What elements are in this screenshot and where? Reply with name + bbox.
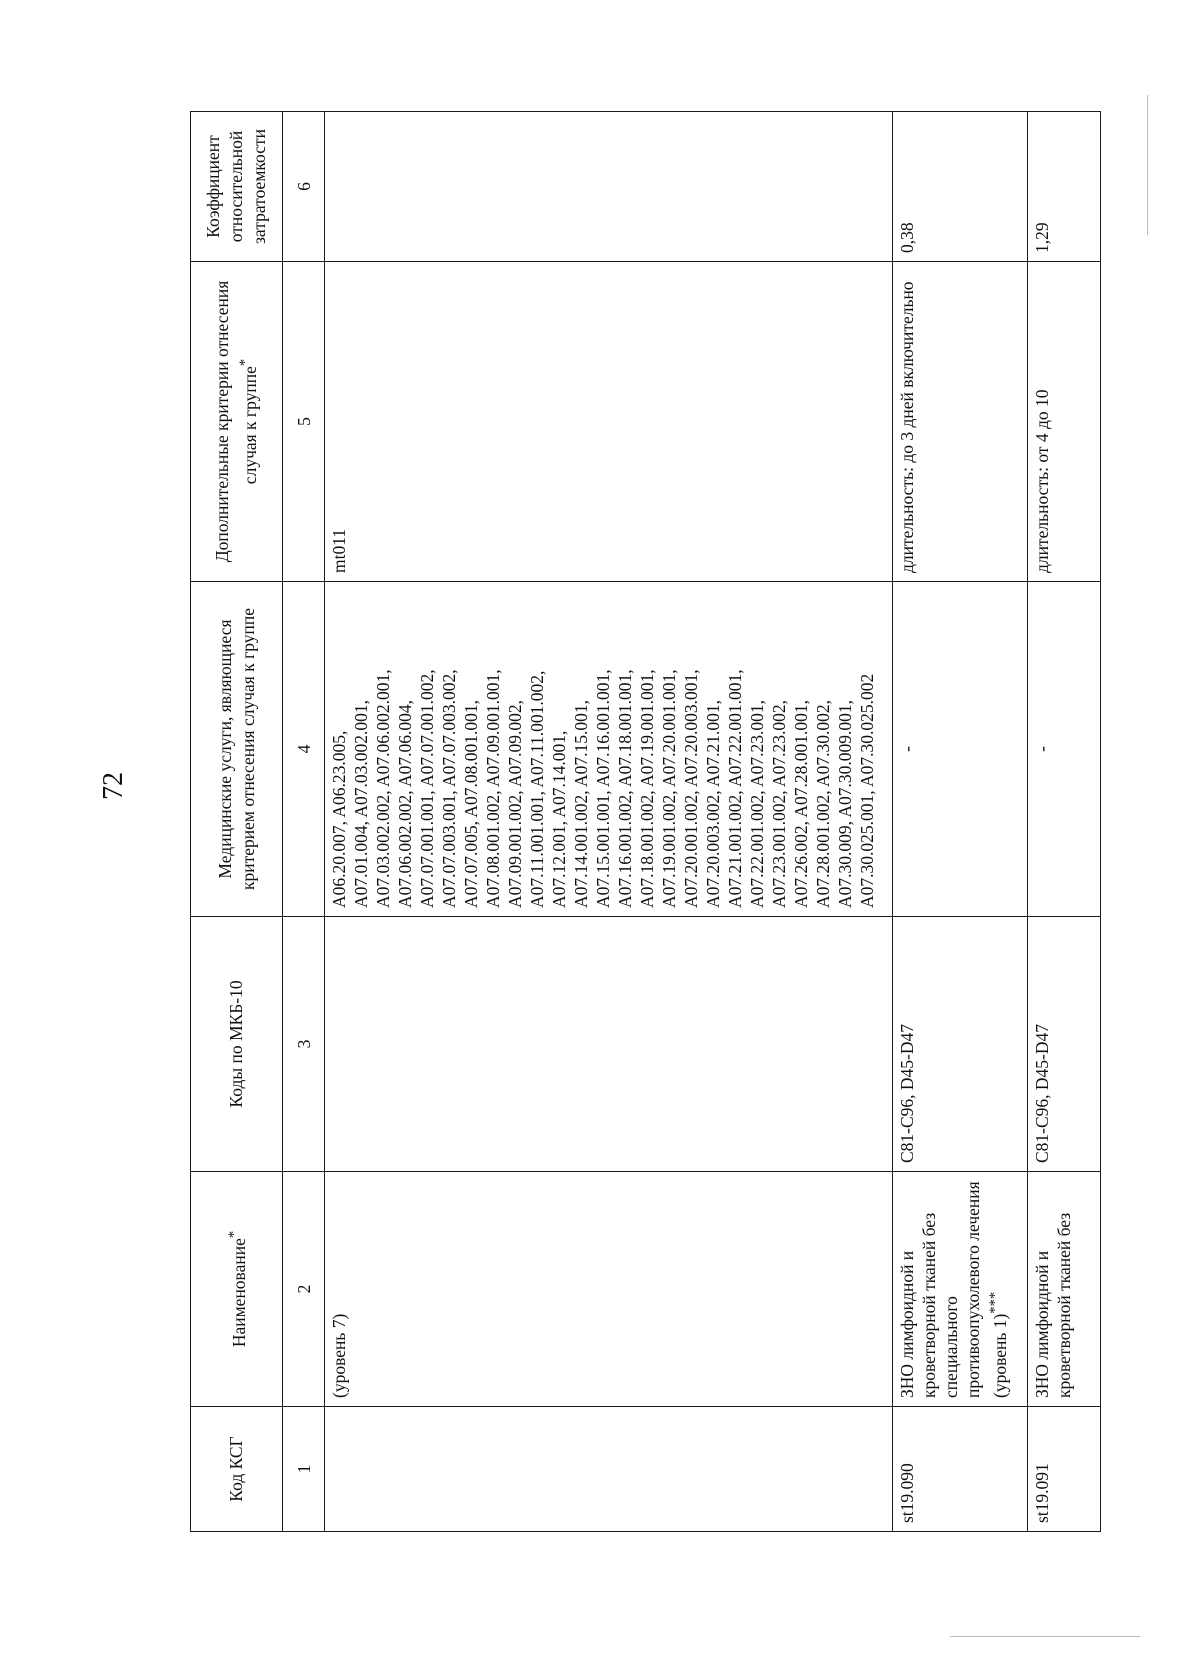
table-header-row: [191, 112, 283, 1532]
column-number: 1: [283, 1407, 325, 1532]
cell-code: st19.090: [893, 1407, 1028, 1532]
header-mkb: Коды по МКБ-10: [191, 917, 283, 1172]
cell-services: -: [1028, 582, 1101, 917]
service-codes-line: A07.12.001, A07.14.001,: [549, 730, 569, 908]
scan-margin-line: [950, 1636, 1140, 1637]
header-criteria: [191, 262, 283, 582]
cell-name: ЗНО лимфоидной и кроветворной тканей без: [1028, 1172, 1101, 1407]
header-name: [191, 1172, 283, 1407]
cell-criteria: mt011: [325, 262, 893, 582]
cell-coef: 1,29: [1028, 112, 1101, 262]
service-codes-line: A07.21.001.002, A07.22.001.001,: [725, 669, 745, 908]
column-number-row: [283, 112, 325, 1532]
service-codes-line: A07.30.009, A07.30.009.001,: [835, 699, 855, 908]
cell-mkb: C81-C96, D45-D47: [1028, 917, 1101, 1172]
column-number: 3: [283, 917, 325, 1172]
header-criteria-text: Дополнительные критерии отнесения случая к группе: [212, 280, 260, 563]
cell-coef: [325, 112, 893, 262]
service-codes-line: A07.15.001.001, A07.16.001.001,: [593, 669, 613, 908]
service-codes-line: A07.08.001.002, A07.09.001.001,: [483, 669, 503, 908]
page-number: 72: [98, 772, 129, 800]
service-codes-line: A07.16.001.002, A07.18.001.001,: [615, 669, 635, 908]
header-coef: Коэффициент относительной затратоемкости: [191, 112, 283, 262]
service-codes-line: A07.07.003.001, A07.07.003.002,: [439, 669, 459, 908]
service-codes-line: A07.26.002, A07.28.001.001,: [791, 699, 811, 908]
service-codes-line: A07.20.003.002, A07.21.001,: [703, 699, 723, 908]
footnote-mark: ***: [987, 1291, 1003, 1314]
service-codes-line: A06.20.007, A06.23.005,: [329, 730, 349, 908]
table-row: [325, 112, 893, 1532]
service-codes-line: A07.06.002.002, A07.06.004,: [395, 699, 415, 908]
service-codes-line: A07.30.025.001, A07.30.025.002: [857, 673, 877, 908]
service-codes-line: A07.14.001.002, A07.15.001,: [571, 699, 591, 908]
service-codes-line: A07.01.004, A07.03.002.001,: [351, 699, 371, 908]
service-codes-line: A07.11.001.001, A07.11.001.002,: [527, 670, 547, 908]
service-codes-line: A07.03.002.002, A07.06.002.001,: [373, 669, 393, 908]
cell-services: [325, 582, 893, 917]
header-criteria-footnote-mark: *: [237, 358, 254, 367]
header-services: Медицинские услуги, являющиеся критерием отнесения случая к группе: [191, 582, 283, 917]
cell-code: [325, 1407, 893, 1532]
table-row: [1028, 112, 1101, 1532]
header-code: Код КСГ: [191, 1407, 283, 1532]
cell-name-text: ЗНО лимфоидной и кроветворной тканей без специального противоопухолевого лечения (уровень 1): [897, 1181, 1010, 1398]
header-name-footnote-mark: *: [225, 1230, 242, 1239]
header-name-text: Наименование: [228, 1238, 249, 1348]
cell-mkb: [325, 917, 893, 1172]
column-number: 2: [283, 1172, 325, 1407]
cell-criteria: длительность: от 4 до 10: [1028, 262, 1101, 582]
cell-name: (уровень 7): [325, 1172, 893, 1407]
cell-criteria: длительность: до 3 дней включительно: [893, 262, 1028, 582]
column-number: 4: [283, 582, 325, 917]
service-codes-line: A07.22.001.002, A07.23.001,: [747, 699, 767, 908]
table-row: [893, 112, 1028, 1532]
rotated-table-container: [190, 112, 1100, 1532]
service-codes-line: A07.09.001.002, A07.09.002,: [505, 699, 525, 908]
service-codes-line: A07.07.005, A07.08.001.001,: [461, 699, 481, 908]
scan-margin-line: [1147, 95, 1148, 235]
service-codes-line: A07.07.001.001, A07.07.001.002,: [417, 669, 437, 908]
column-number: 5: [283, 262, 325, 582]
cell-services: -: [893, 582, 1028, 917]
service-codes-line: A07.19.001.002, A07.20.001.001,: [659, 669, 679, 908]
column-number: 6: [283, 112, 325, 262]
cell-code: st19.091: [1028, 1407, 1101, 1532]
cell-coef: 0,38: [893, 112, 1028, 262]
service-codes-line: A07.20.001.002, A07.20.003.001,: [681, 669, 701, 908]
service-codes-line: A07.28.001.002, A07.30.002,: [813, 699, 833, 908]
cell-mkb: C81-C96, D45-D47: [893, 917, 1028, 1172]
cell-name: [893, 1172, 1028, 1407]
service-codes-line: A07.18.001.002, A07.19.001.001,: [637, 669, 657, 908]
service-codes-line: A07.23.001.002, A07.23.002,: [769, 699, 789, 908]
ksg-table: [190, 111, 1101, 1532]
